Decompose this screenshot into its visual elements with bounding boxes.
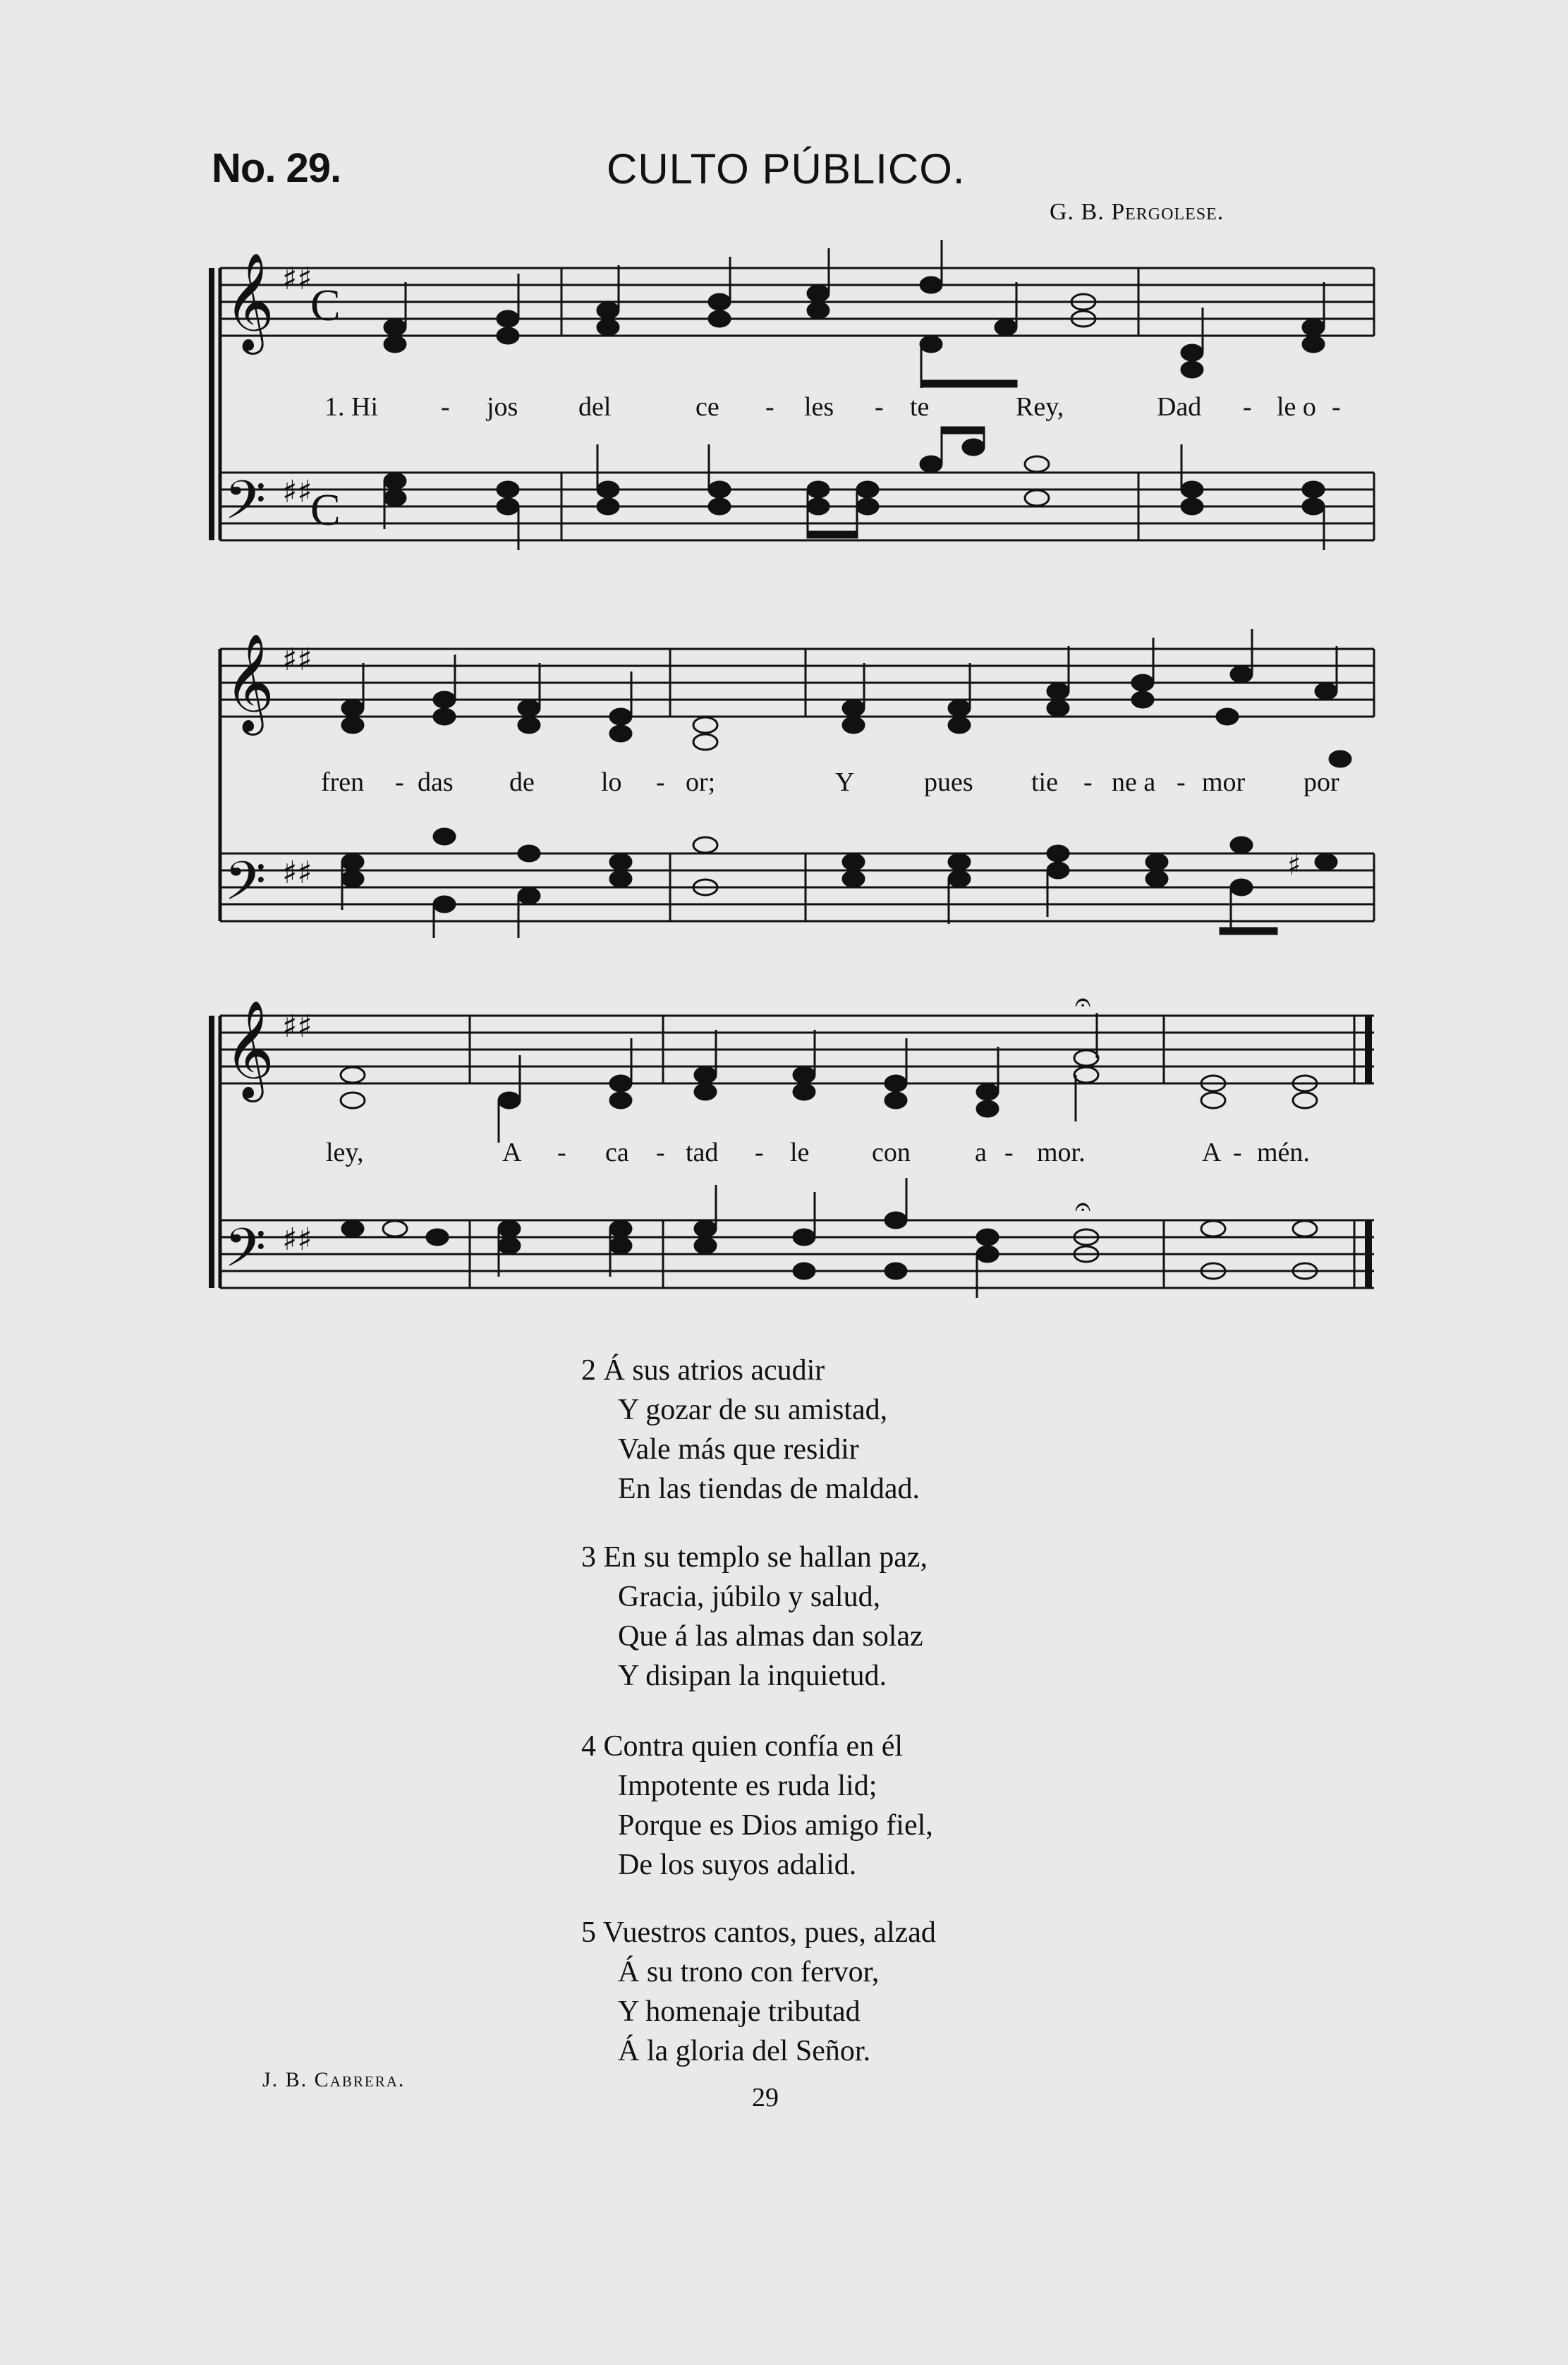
lyric-syllable: or; — [686, 767, 716, 797]
lyricist-credit: J. B. Cabrera. — [262, 2068, 406, 2091]
sharp-icon: ♯♯ — [282, 855, 312, 891]
stanza-number: 5 — [581, 1916, 596, 1949]
lyric-syllable: Dad — [1157, 392, 1202, 422]
stanza-number: 4 — [581, 1730, 596, 1763]
stanza-5 — [581, 1913, 936, 2071]
stanza-line: Y gozar de su amistad, — [618, 1394, 888, 1426]
stanza-line: 5 Vuestros cantos, pues, alzad — [581, 1916, 936, 1949]
lyric-hyphen: - — [656, 767, 665, 797]
sharp-icon: ♯♯ — [282, 1009, 312, 1045]
lyric-hyphen: - — [875, 392, 884, 422]
stanza-line: En las tiendas de maldad. — [618, 1473, 920, 1505]
music-system-3 — [0, 987, 1568, 1312]
stanza-line: Impotente es ruda lid; — [618, 1770, 877, 1802]
composer-credit: G. B. Pergolese. — [1050, 199, 1224, 225]
lyric-syllable: fren — [321, 767, 365, 797]
lyric-syllable: a — [975, 1138, 987, 1167]
lyric-syllable: mén. — [1257, 1138, 1310, 1167]
lyric-syllable: tad — [686, 1138, 719, 1167]
sharp-icon: ♯♯ — [282, 642, 312, 678]
fermata-icon: 𝄐 — [1075, 1191, 1091, 1223]
lyric-hyphen: - — [1332, 392, 1341, 422]
lyric-syllable: A — [1202, 1138, 1222, 1167]
sharp-icon: ♯♯ — [282, 474, 312, 510]
lyric-syllable: ley, — [326, 1138, 364, 1167]
lyric-syllable: ca — [605, 1138, 629, 1167]
lyric-hyphen: - — [755, 1138, 764, 1167]
lyric-syllable: ne a — [1112, 767, 1156, 797]
lyric-syllable: jos — [487, 392, 518, 422]
lyric-syllable: te — [910, 392, 930, 422]
lyric-syllable: mor — [1202, 767, 1246, 797]
lyric-hyphen: - — [765, 392, 774, 422]
lyric-syllable: del — [578, 392, 612, 422]
bass-clef-icon: 𝄢 — [224, 850, 267, 925]
lyric-hyphen: - — [441, 392, 450, 422]
lyric-syllable: 1. Hi — [324, 392, 378, 422]
treble-clef-icon: 𝄞 — [224, 1000, 274, 1098]
hymn-title: CULTO PÚBLICO. — [607, 145, 966, 193]
time-signature: C — [310, 485, 341, 535]
lyric-hyphen: - — [656, 1138, 665, 1167]
lyric-syllable: le — [790, 1138, 810, 1167]
stanza-4 — [581, 1727, 933, 1885]
lyric-syllable: Rey, — [1016, 392, 1064, 422]
stanza-line: 3 En su templo se hallan paz, — [581, 1541, 928, 1574]
stanza-line: Porque es Dios amigo fiel, — [618, 1809, 933, 1842]
stanza-line: Y disipan la inquietud. — [618, 1660, 887, 1692]
lyric-syllable: les — [804, 392, 834, 422]
lyric-syllable: de — [509, 767, 535, 797]
lyric-syllable: mor. — [1037, 1138, 1086, 1167]
stanza-line: Que á las almas dan solaz — [618, 1620, 923, 1653]
stanza-line: 4 Contra quien confía en él — [581, 1730, 904, 1763]
stanza-line: Y homenaje tributad — [618, 1995, 861, 2028]
page-number: 29 — [752, 2083, 779, 2112]
treble-clef-icon: 𝄞 — [224, 633, 274, 731]
stanza-line: Á su trono con fervor, — [618, 1956, 880, 1988]
lyric-syllable: das — [418, 767, 454, 797]
lyric-hyphen: - — [1243, 392, 1252, 422]
lyric-syllable: con — [872, 1138, 911, 1167]
treble-notes — [384, 240, 1324, 388]
stanza-line: Gracia, júbilo y salud, — [618, 1581, 881, 1613]
sharp-icon: ♯♯ — [282, 261, 312, 297]
stanza-line: Vale más que residir — [618, 1433, 859, 1466]
fermata-icon: 𝄐 — [1075, 987, 1091, 1019]
lyric-syllable: A — [502, 1138, 522, 1167]
lyric-syllable: Y — [835, 767, 855, 797]
stanza-3 — [581, 1538, 928, 1696]
lyric-syllable: lo — [601, 767, 622, 797]
lyric-syllable: tie — [1031, 767, 1058, 797]
bass-clef-icon: 𝄢 — [224, 1217, 267, 1292]
stanza-line: 2 Á sus atrios acudir — [581, 1354, 825, 1387]
lyric-hyphen: - — [557, 1138, 566, 1167]
lyric-hyphen: - — [1233, 1138, 1242, 1167]
stanza-2 — [581, 1351, 920, 1509]
lyric-hyphen: - — [395, 767, 404, 797]
lyric-hyphen: - — [1083, 767, 1093, 797]
time-signature: C — [310, 280, 341, 330]
stanza-number: 2 — [581, 1354, 596, 1387]
bass-clef-icon: 𝄢 — [224, 469, 267, 545]
stanza-line: De los suyos adalid. — [618, 1849, 857, 1881]
lyric-syllable: por — [1303, 767, 1339, 797]
sharp-icon: ♯♯ — [282, 1222, 312, 1258]
lyric-hyphen: - — [1177, 767, 1186, 797]
lyric-syllable: pues — [924, 767, 973, 797]
lyric-hyphen: - — [1004, 1138, 1014, 1167]
treble-clef-icon: 𝄞 — [224, 253, 274, 351]
lyric-syllable: ce — [695, 392, 719, 422]
stanza-number: 3 — [581, 1541, 596, 1574]
sharp-icon: ♯ — [1287, 849, 1301, 882]
hymn-number: No. 29. — [212, 145, 341, 191]
stanza-line: Á la gloria del Señor. — [618, 2035, 871, 2067]
lyric-syllable: le o — [1277, 392, 1316, 422]
